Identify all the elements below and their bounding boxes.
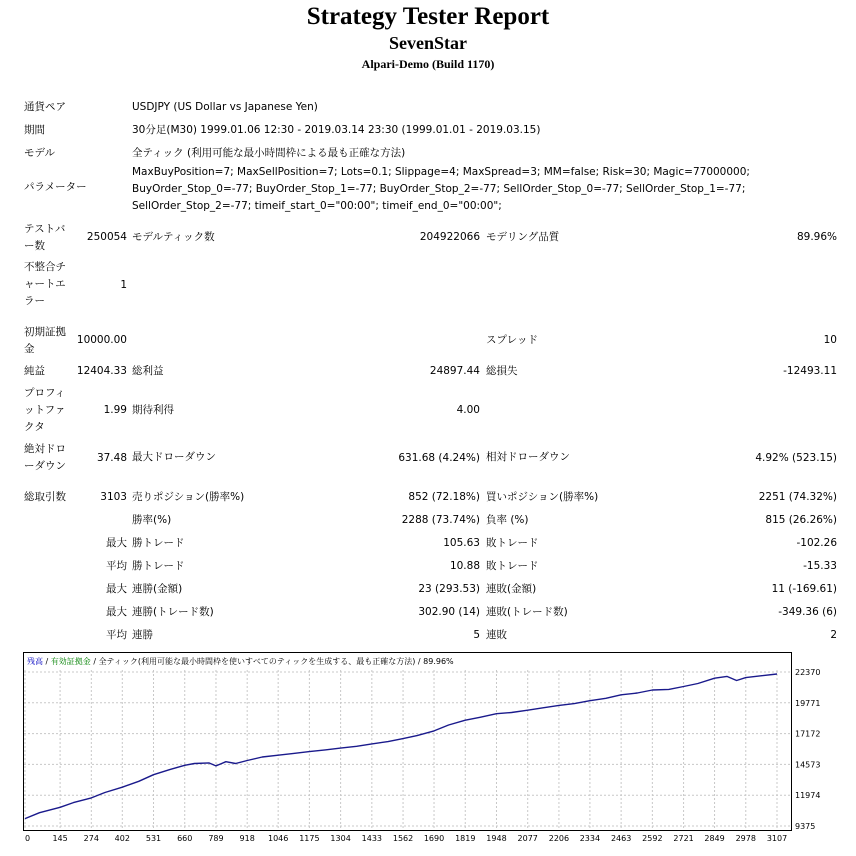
chart-legend <box>27 656 454 666</box>
largest-loss-trade-value: -102.26 <box>796 537 837 549</box>
short-positions-value: 852 (72.18%) <box>408 491 480 503</box>
y-axis-ticks <box>795 668 820 831</box>
model-label: モデル <box>24 147 55 159</box>
gross-profit-label: 総利益 <box>132 365 164 377</box>
absolute-drawdown-label: 絶対ドローダウン <box>24 443 66 472</box>
x-axis-ticks <box>25 834 787 843</box>
parameters-value: MaxBuyPosition=7; MaxSellPosition=7; Lots=0.1; Slippage=4; MaxSpread=3; MM=false; Risk=30; Magic=77000000; BuyOrder_Stop_0=-77; BuyOrder_Stop_1=-77; BuyOrder_Stop_2=-77; SellOrder_Stop_0=-77; SellOrder_Stop_1=-77; SellOrder_Stop_2=-77; timeif_start_0="00:00"; timeif_end_0="00:00"; <box>132 166 750 212</box>
loss-trades-value: 815 (26.26%) <box>765 514 837 526</box>
legend-equity: 有効証拠金 <box>50 657 91 666</box>
loss-trades-label: 負率 (%) <box>486 514 529 526</box>
x-tick-label: 2978 <box>735 834 756 843</box>
profit-trades-value: 2288 (73.74%) <box>401 514 480 526</box>
balance-chart-svg <box>23 652 821 852</box>
absolute-drawdown-value: 37.48 <box>96 452 127 464</box>
symbol-value: USDJPY (US Dollar vs Japanese Yen) <box>132 101 318 113</box>
test-bars-value: 250054 <box>86 231 127 243</box>
x-tick-label: 1175 <box>299 834 320 843</box>
maximal-drawdown-label: 最大ドローダウン <box>132 451 216 463</box>
average-loss-trade-value: -15.33 <box>803 560 837 572</box>
total-trades-label: 総取引数 <box>24 491 66 503</box>
largest-prefix: 最大 <box>106 537 127 549</box>
legend-quality: 89.96% <box>423 657 454 666</box>
profit-factor-label: プロフィットファクタ <box>24 387 66 433</box>
x-tick-label: 2463 <box>610 834 632 843</box>
model-value: 全ティック (利用可能な最小時間枠による最も正確な方法) <box>132 147 406 159</box>
x-tick-label: 531 <box>145 834 162 843</box>
initial-deposit-value: 10000.00 <box>76 334 127 346</box>
model-ticks-label: モデルティック数 <box>132 231 215 243</box>
legend-separator-3: / <box>415 657 424 666</box>
y-tick-label: 11974 <box>795 791 821 801</box>
x-tick-label: 1562 <box>392 834 414 843</box>
x-tick-label: 1433 <box>361 834 383 843</box>
model-ticks-value: 204922066 <box>419 231 480 243</box>
expected-payoff-label: 期待利得 <box>132 404 174 416</box>
average-loss-trade-label: 敗トレード <box>486 560 539 572</box>
profit-factor-value: 1.99 <box>103 404 127 416</box>
symbol-label: 通貨ペア <box>24 101 66 113</box>
maximal-consecutive-loss-value: -349.36 (6) <box>778 606 837 618</box>
account-build: Alpari-Demo (Build 1170) <box>361 57 495 71</box>
average-consecutive-losses-label: 連敗 <box>486 629 507 641</box>
long-positions-value: 2251 (74.32%) <box>758 491 837 503</box>
maximum-prefix: 最大 <box>106 583 127 595</box>
x-tick-label: 1690 <box>423 834 445 843</box>
legend-separator-1: / <box>43 657 51 666</box>
net-profit-label: 純益 <box>24 365 45 377</box>
average-consecutive-wins-label: 連勝 <box>132 629 153 641</box>
y-tick-label: 17172 <box>795 729 821 739</box>
mismatch-errors-value: 1 <box>120 279 127 291</box>
x-tick-label: 2334 <box>579 834 601 843</box>
max-consecutive-wins-value: 23 (293.53) <box>418 583 480 595</box>
modeling-quality-label: モデリング品質 <box>486 231 560 243</box>
largest-profit-trade-value: 105.63 <box>443 537 480 549</box>
x-tick-label: 1819 <box>455 834 476 843</box>
expert-advisor-name: SevenStar <box>389 33 467 53</box>
y-tick-label: 9375 <box>795 822 816 831</box>
x-tick-label: 1304 <box>330 834 351 843</box>
gross-loss-value: -12493.11 <box>783 365 837 377</box>
maximal-consecutive-profit-value: 302.90 (14) <box>418 606 480 618</box>
average-prefix: 平均 <box>106 560 127 572</box>
relative-drawdown-value: 4.92% (523.15) <box>755 452 837 464</box>
maximal-drawdown-value: 631.68 (4.24%) <box>398 452 480 464</box>
x-tick-label: 789 <box>208 834 224 843</box>
gross-profit-value: 24897.44 <box>429 365 480 377</box>
parameters-label: パラメーター <box>24 181 87 193</box>
modeling-quality-value: 89.96% <box>796 231 837 243</box>
maximal-prefix: 最大 <box>106 606 127 618</box>
maximal-consecutive-loss-label: 連敗(トレード数) <box>486 606 568 618</box>
balance-chart <box>23 652 821 843</box>
average-consecutive-wins-value: 5 <box>473 629 480 641</box>
gross-loss-label: 総損失 <box>486 365 518 377</box>
x-tick-label: 2206 <box>548 834 570 843</box>
period-value: 30分足(M30) 1999.01.06 12:30 - 2019.03.14 23:30 (1999.01.01 - 2019.03.15) <box>132 124 541 136</box>
x-tick-label: 2721 <box>673 834 694 843</box>
largest-loss-trade-label: 敗トレード <box>486 537 539 549</box>
net-profit-value: 12404.33 <box>76 365 127 377</box>
test-bars-label: テストバー数 <box>24 223 66 252</box>
spread-value: 10 <box>823 334 837 346</box>
x-tick-label: 2849 <box>704 834 725 843</box>
legend-balance: 残高 <box>27 657 43 666</box>
long-positions-label: 買いポジション(勝率%) <box>486 491 599 503</box>
x-tick-label: 1948 <box>486 834 507 843</box>
report-title: Strategy Tester Report <box>306 3 550 30</box>
average-consecutive-losses-value: 2 <box>830 629 837 641</box>
max-consecutive-losses-value: 11 (-169.61) <box>771 583 837 595</box>
max-consecutive-wins-label: 連勝(金額) <box>132 583 183 595</box>
mismatch-errors-label: 不整合チャートエラー <box>24 261 66 307</box>
max-consecutive-losses-label: 連敗(金額) <box>486 583 537 595</box>
x-tick-label: 0 <box>25 834 31 843</box>
x-tick-label: 918 <box>239 834 255 843</box>
spread-label: スプレッド <box>486 334 538 346</box>
expected-payoff-value: 4.00 <box>456 404 480 416</box>
x-tick-label: 1046 <box>267 834 289 843</box>
average-profit-trade-value: 10.88 <box>449 560 480 572</box>
average-profit-trade-label: 勝トレード <box>132 560 185 572</box>
legend-model: 全ティック(利用可能な最小時間枠を使いすべてのティックを生成する、最も正確な方法) <box>98 657 416 666</box>
x-tick-label: 402 <box>114 834 130 843</box>
legend-separator-2: / <box>90 657 99 666</box>
initial-deposit-label: 初期証拠金 <box>24 326 66 355</box>
y-tick-label: 19771 <box>795 698 821 708</box>
x-tick-label: 145 <box>52 834 68 843</box>
x-tick-label: 2077 <box>517 834 538 843</box>
x-tick-label: 274 <box>83 834 99 843</box>
chart-plot-frame <box>24 653 792 831</box>
total-trades-value: 3103 <box>100 491 127 503</box>
x-tick-label: 2592 <box>642 834 663 843</box>
x-tick-label: 660 <box>177 834 193 843</box>
largest-profit-trade-label: 勝トレード <box>132 537 185 549</box>
y-tick-label: 14573 <box>795 760 821 770</box>
x-tick-label: 3107 <box>766 834 788 843</box>
profit-trades-label: 勝率(%) <box>132 514 172 526</box>
period-label: 期間 <box>24 124 45 136</box>
maximal-consecutive-profit-label: 連勝(トレード数) <box>132 606 214 618</box>
y-tick-label: 22370 <box>795 668 821 677</box>
relative-drawdown-label: 相対ドローダウン <box>486 451 570 463</box>
short-positions-label: 売りポジション(勝率%) <box>132 491 245 503</box>
average-consecutive-prefix: 平均 <box>106 629 127 641</box>
